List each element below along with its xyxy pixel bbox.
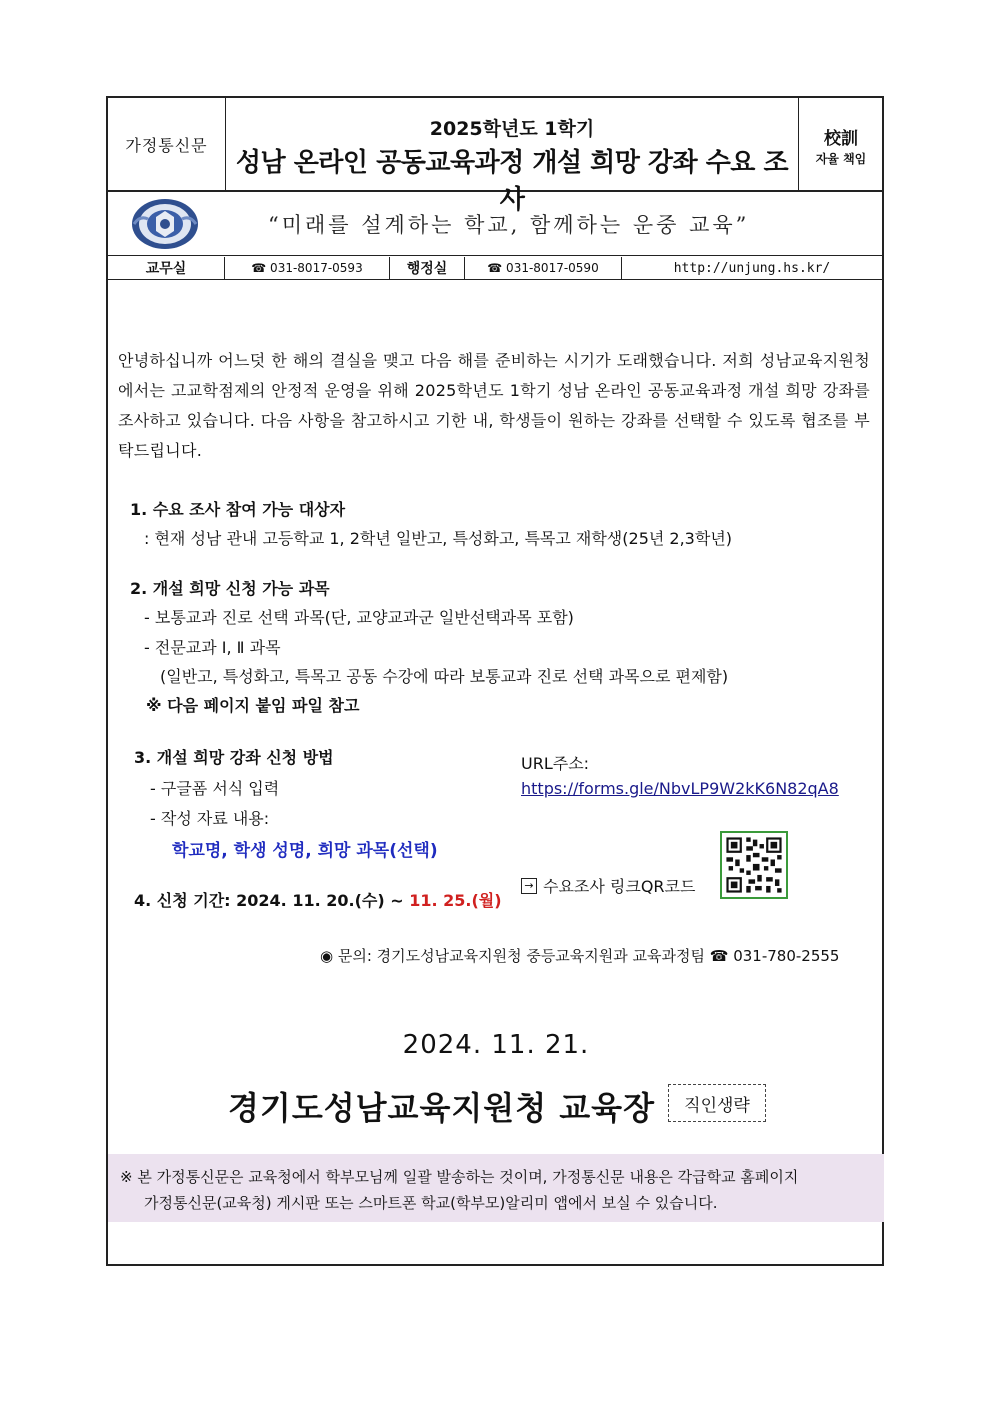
motto-text: 자율 책임 [815, 152, 867, 166]
section-4-prefix: 4. 신청 기간: 2024. 11. 20.(수) ~ [134, 891, 410, 910]
section-3-item-1: - 구글폼 서식 입력 [150, 779, 280, 798]
sender-name: 경기도성남교육지원청 교육장 [228, 1089, 655, 1127]
qr-code-icon[interactable] [720, 831, 788, 899]
section-3-content: 학교명, 학생 성명, 희망 과목(선택) [172, 841, 438, 861]
slogan-row [108, 191, 882, 256]
section-1-title: 1. 수요 조사 참여 가능 대상자 [130, 500, 346, 519]
arrow-box-icon: → [521, 878, 537, 894]
section-3-title: 3. 개설 희망 강좌 신청 방법 [134, 748, 334, 767]
section-2-item-2-note: (일반고, 특성화고, 특목고 공동 수강에 따라 보통교과 진로 선택 과목으로 편제함) [160, 667, 729, 686]
section-3-item-2: - 작성 자료 내용: [150, 809, 270, 828]
header-title-row [108, 98, 882, 215]
notice-line-1: ※ 본 가정통신문은 교육청에서 학부모님께 일괄 발송하는 것이며, 가정통신문 내용은 각급학교 홈페이지 [120, 1168, 799, 1186]
school-slogan: “미래를 설계하는 학교, 함께하는 운중 교육” [268, 213, 750, 237]
section-2-item-1: - 보통교과 진로 선택 과목(단, 교양교과군 일반선택과목 포함) [144, 608, 574, 627]
section-2-title: 2. 개설 희망 신청 가능 과목 [130, 579, 330, 598]
school-website-link[interactable]: http://unjung.hs.kr/ [673, 260, 831, 276]
title-block [226, 98, 798, 215]
motto-hanja: 校訓 [824, 129, 858, 149]
intro-paragraph: 안녕하십니까 어느덧 한 해의 결실을 맺고 다음 해를 준비하는 시기가 도래했습니다. 저희 성남교육지원청에서는 고교학점제의 안정적 운영을 위해 2025학년도 1학기 성남 온라인 공동교육과정 개설 희망 강좌를 조사하고 있습니다. 다음 사항을 참고하시고 기한 내, 학생들이 원하는 강좌를 선택할 수 있도록 협조를 부탁드립니다. [118, 351, 870, 460]
section-4-title [134, 888, 502, 911]
notice-line-2: 가정통신문(교육청) 게시판 또는 스마트폰 학교(학부모)알리미 앱에서 보실 수 있습니다. [144, 1194, 718, 1212]
school-emblem-icon [130, 197, 200, 251]
notice-box [108, 1154, 884, 1222]
admin-label: 행정실 [390, 257, 465, 279]
qr-label: 수요조사 링크QR코드 [543, 877, 696, 896]
contact-row [108, 257, 882, 280]
deadline-date: 11. 25.(월) [409, 891, 502, 910]
office-phone: ☎ 031-8017-0593 [225, 257, 390, 279]
survey-url-link[interactable]: https://forms.gle/NbvLP9W2kK6N82qA8 [521, 779, 839, 798]
qr-caption [521, 874, 695, 897]
page-title: 성남 온라인 공동교육과정 개설 희망 강좌 수요 조사 [235, 148, 789, 215]
section-2-item-2: - 전문교과 Ⅰ, Ⅱ 과목 [144, 638, 281, 657]
section-2-note: ※ 다음 페이지 붙임 파일 참고 [146, 696, 360, 715]
admin-phone: ☎ 031-8017-0590 [465, 257, 622, 279]
doc-type-label: 가정통신문 [108, 98, 226, 190]
url-label: URL주소: [521, 754, 590, 773]
section-1-body: : 현재 성남 관내 고등학교 1, 2학년 일반고, 특성화고, 특목고 재학생(25년 2,3학년) [144, 529, 733, 548]
subtitle: 2025학년도 1학기 [429, 118, 595, 140]
inquiry-contact: ◉ 문의: 경기도성남교육지원청 중등교육지원과 교육과정팀 ☎ 031-780-2555 [320, 947, 840, 965]
issue-date: 2024. 11. 21. [402, 1030, 590, 1060]
school-motto [798, 98, 883, 190]
seal-omitted-box: 직인생략 [668, 1084, 766, 1122]
office-label: 교무실 [108, 257, 225, 279]
